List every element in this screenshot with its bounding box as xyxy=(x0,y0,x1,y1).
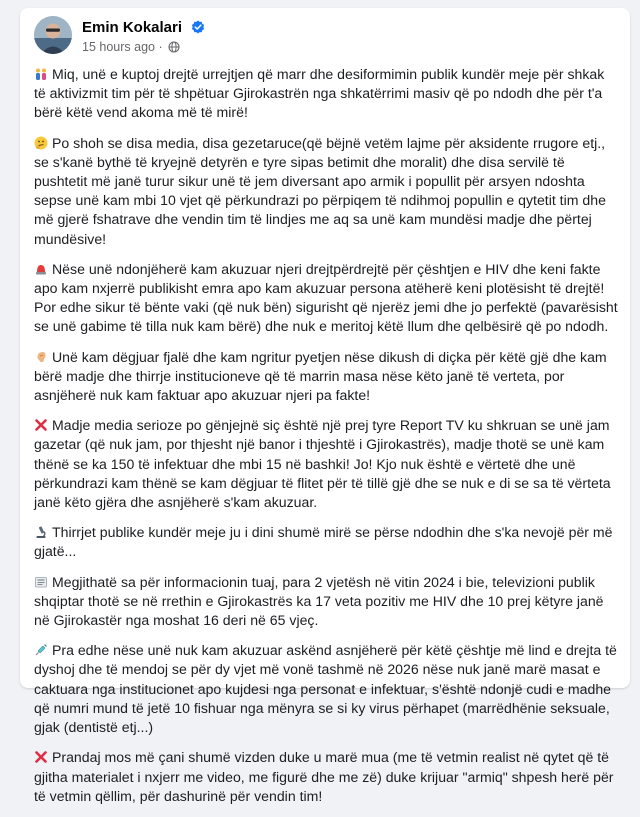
paragraph-text: Megjithatë sa për informacionin tuaj, para 2 vjetësh në vitin 2024 i bie, televizioni publik shqiptar thotë se në rrethin e Gjirokastrës ka 17 veta pozitiv me HIV dhe 10 prej këtyre janë në Gjirokastër nga moshat 16 deri në 65 vjeç. xyxy=(34,573,604,629)
cross-mark-emoji-icon xyxy=(34,418,48,432)
globe-icon[interactable] xyxy=(168,41,180,56)
avatar-image xyxy=(34,16,72,54)
paragraph-text: Po shoh se disa media, disa gezetaruce(që bëjnë vetëm lajme për aksidente rrugore etj., se s'kanë bythë të kryejnë detyrën e tyre sipas betimit dhe moralit) dhe disa servilë të pushtetit më janë turur sikur unë të jem diversant apo armik i popullit për arsyen ndoshta sepse unë kam mbi 10 vjet që përkundrazi po përpiqem të ndihmoj popullin e qytetit tim dhe më gjerë fshatrave dhe vendin tim të lindjes me aq sa unë kam mundësi madje dhe përtej mundësive! xyxy=(34,134,606,247)
post-paragraph xyxy=(34,416,618,512)
author-name[interactable]: Emin Kokalari xyxy=(82,19,183,36)
post-timestamp[interactable]: 15 hours ago xyxy=(82,40,155,54)
paragraph-text: Madje media serioze po gënjejnë siç është një prej tyre Report TV ku shkruan se unë jam gazetar (që nuk jam, por thjesht një banor i thjeshtë i Gjirokastrës), madje thotë se unë kam thënë se ka 150 të infektuar dhe mbi 15 në bashki! Jo! Kjo nuk është e vërtetë dhe unë përkundrazi kam thënë se kam dëgjuar të flitet për të tillë gjë dhe se nuk e di se sa të vërteta janë këto gjëra dhe asnjëherë s'kam akuzuar. xyxy=(34,417,611,511)
paragraph-text: Miq, unë e kuptoj drejtë urrejtjen që marr dhe desiformimin publik kundër meje për shkak të aktivizmit tim për të shpëtuar Gjirokastrën nga shkatërrimi masiv që po ndodh dhe për t'a bërë këtë vend akoma më të mirë! xyxy=(34,66,605,121)
post-body xyxy=(34,65,618,817)
post-paragraph xyxy=(34,748,618,806)
syringe-emoji-icon xyxy=(34,643,48,657)
thinking-face-emoji-icon xyxy=(34,136,48,150)
paragraph-text: Prandaj mos më çani shumë vizden duke u marë mua (me të vetmin realist në qytet që të gjitha materialet i nxjerr me video, me figurë dhe me zë) duke krijuar "armiq" shpesh herë për të vetmin qëllim, për dashurinë për vendin tim! xyxy=(34,749,614,804)
post-paragraph xyxy=(34,523,618,561)
ear-emoji-icon xyxy=(34,350,48,364)
post-card xyxy=(20,8,630,804)
post-paragraph xyxy=(34,134,618,249)
paragraph-text: Unë kam dëgjuar fjalë dhe kam ngritur pyetjen nëse dikush di diçka për këtë gjë dhe kam bërë madje dhe thirrje institucioneve që të marrin masa nëse këto janë të verteta, por asnjëherë nuk kam faktuar apo akuzuar njeri pa fakte! xyxy=(34,348,607,404)
verified-badge-icon xyxy=(191,20,205,39)
post-paragraph xyxy=(34,348,618,406)
alarm-light-emoji-icon xyxy=(34,262,48,276)
paragraph-text: Thirrjet publike kundër meje ju i dini shumë mirë se përse ndodhin dhe s'ka nevojë për më gjatë... xyxy=(34,524,613,560)
paragraph-text: Nëse unë ndonjëherë kam akuzuar njeri drejtpërdrejtë për çështjen e HIV dhe keni fakte apo kam nxjerrë publikisht emra apo kam akuzuar persona atëherë keni plotësisht të drejtë! Por edhe sikur të bënte vaki (që nuk bën) sigurisht që njerëz jemi dhe jo perfektë (pavarësisht se unë gabime të tilla nuk kam bërë) dhe nuk e meritoj këtë llum dhe qelbësirë që po ndodh. xyxy=(34,260,618,335)
avatar[interactable] xyxy=(34,16,72,54)
author-row xyxy=(82,19,205,39)
post-paragraph xyxy=(34,260,618,337)
family-emoji-icon xyxy=(34,67,48,81)
microscope-emoji-icon xyxy=(34,525,48,539)
post-paragraph xyxy=(34,641,618,737)
post-meta xyxy=(82,40,180,56)
post-paragraph xyxy=(34,65,618,123)
cross-mark-emoji-icon xyxy=(34,750,48,764)
paragraph-text: Pra edhe nëse unë nuk kam akuzuar askënd asnjëherë për këtë çështje më lind e drejta të dyshoj dhe të mendoj se për dy vjet më vonë tashmë në 2026 nëse nuk janë marë masat e caktuara nga institucionet apo kujdesi nga personat e infektuar, s'është ndonjë cudi e madhe që numri mund të jetë 10 fishuar nga mënyra se si ky virus përhapet (marrëdhënie seksuale, gjak (dentistë etj...) xyxy=(34,642,617,736)
post-paragraph xyxy=(34,573,618,631)
newspaper-emoji-icon xyxy=(34,575,48,589)
meta-separator: · xyxy=(158,40,163,54)
